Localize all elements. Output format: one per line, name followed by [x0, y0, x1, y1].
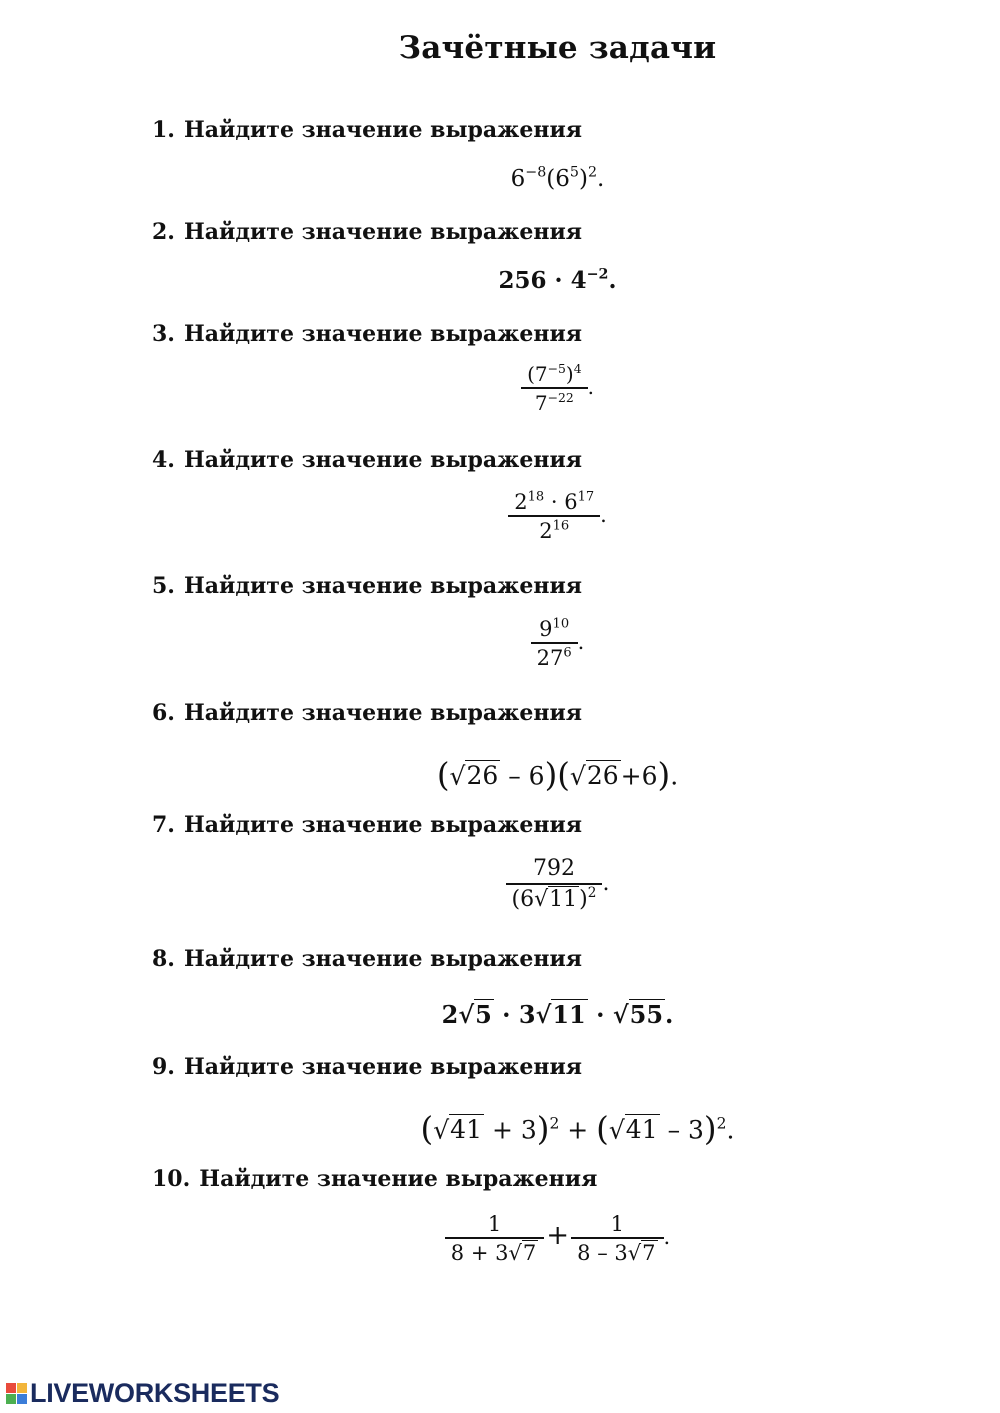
- task-prompt: Найдите значение выражения: [183, 812, 583, 838]
- task-9-heading: [152, 1054, 582, 1080]
- task-prompt: Найдите значение выражения: [199, 1166, 598, 1192]
- task-2-heading: [152, 219, 582, 245]
- fraction: $\frac{792}{(6√11)^2}$: [506, 856, 603, 912]
- task-6-heading: [152, 700, 582, 726]
- task-prompt: Найдите значение выражения: [183, 321, 583, 347]
- fraction: $\frac{2^{18} \cdot 6^{17}}{2^{16}}$: [508, 490, 600, 543]
- expression-2: $256 \cdot 4^{-2}$.: [498, 266, 617, 294]
- expression-9: $(√41 + 3)^2 + (√41 - 3)^2$.: [420, 1110, 735, 1148]
- task-number: 8.: [152, 946, 175, 972]
- task-number: 10.: [152, 1166, 191, 1192]
- fraction: $\frac{9^{10}}{27^6}$: [531, 617, 578, 670]
- task-8-heading: [152, 946, 582, 972]
- expression-5: $\frac{9^{10}}{27^6}$ .: [0, 617, 1000, 670]
- page-title: Зачётные задачи: [398, 30, 717, 66]
- task-4-heading: [152, 447, 582, 473]
- task-number: 3.: [152, 321, 175, 347]
- task-number: 2.: [152, 219, 175, 245]
- task-10-heading: [152, 1166, 597, 1192]
- liveworksheets-logo: [6, 1378, 279, 1409]
- task-number: 4.: [152, 447, 175, 473]
- brand-name: LIVEWORKSHEETS: [30, 1378, 280, 1408]
- expression-1: $6^{-8}(6^5)^2$.: [510, 164, 605, 192]
- fraction: $\frac{1}{8 - 3√7}$: [571, 1212, 663, 1265]
- task-5-heading: [152, 573, 582, 599]
- expression-7: $\frac{792}{(6√11)^2}$ .: [0, 856, 1000, 912]
- expression-6: (√26 – 6)(√26+6).: [436, 756, 679, 794]
- fraction: $\frac{(7^{-5})^4}{7^{-22}}$: [521, 362, 588, 415]
- task-prompt: Найдите значение выражения: [183, 573, 583, 599]
- task-prompt: Найдите значение выражения: [183, 946, 583, 972]
- task-number: 5.: [152, 573, 175, 599]
- task-number: 7.: [152, 812, 175, 838]
- task-number: 6.: [152, 700, 175, 726]
- fraction: $\frac{1}{8 + 3√7}$: [445, 1212, 545, 1265]
- expression-3: $\frac{(7^{-5})^4}{7^{-22}}$ .: [0, 362, 1000, 415]
- task-prompt: Найдите значение выражения: [183, 700, 583, 726]
- task-7-heading: [152, 812, 582, 838]
- expression-10: $\frac{1}{8 + 3√7}$ + $\frac{1}{8 - 3√7}$ .: [0, 1212, 1000, 1265]
- task-1-heading: [152, 117, 582, 143]
- task-prompt: Найдите значение выражения: [183, 117, 583, 143]
- task-prompt: Найдите значение выражения: [183, 447, 583, 473]
- task-prompt: Найдите значение выражения: [183, 219, 583, 245]
- task-number: 1.: [152, 117, 175, 143]
- expression-4: $\frac{2^{18} \cdot 6^{17}}{2^{16}}$ .: [0, 490, 1000, 543]
- task-3-heading: [152, 321, 582, 347]
- logo-icon: [6, 1383, 27, 1404]
- expression-8: 2√5 · 3√11 · √55.: [441, 1000, 674, 1029]
- task-number: 9.: [152, 1054, 175, 1080]
- task-prompt: Найдите значение выражения: [183, 1054, 583, 1080]
